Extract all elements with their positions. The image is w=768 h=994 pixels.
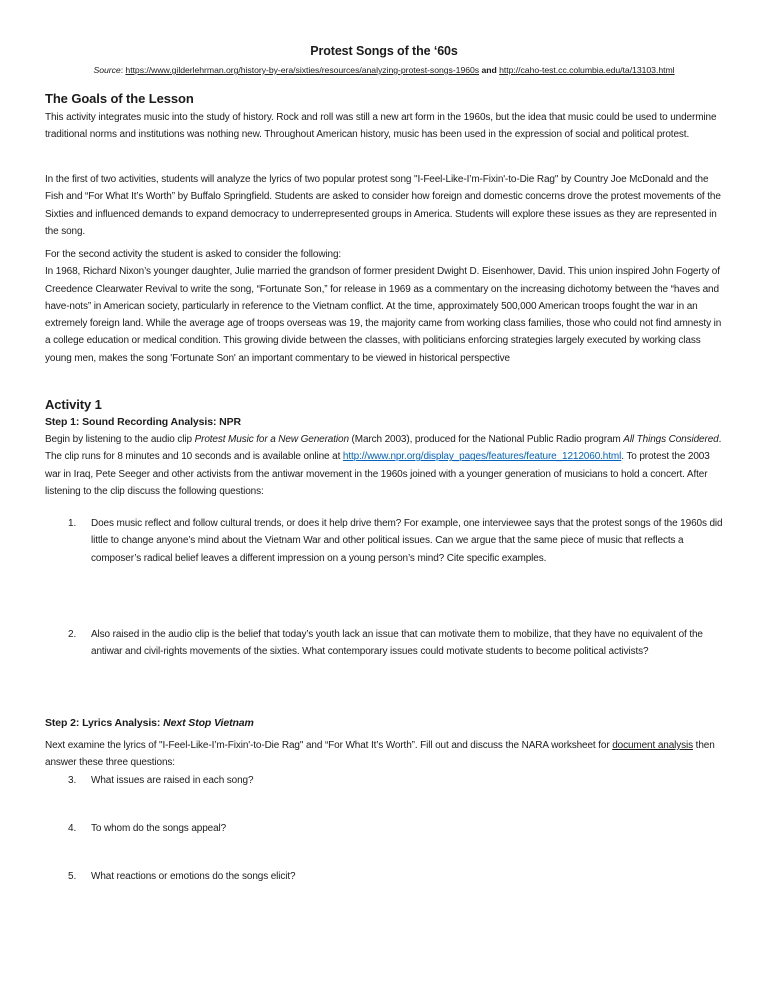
- goals-paragraph-3-body: In 1968, Richard Nixon’s younger daughter, Julie married the grandson of former president Dwight D. Eisenhower, David. This union inspired John Fogerty of Creedence Clearwater Revival to write the song, “Fortunate Son,” for release in 1969 as a commentary on the increasing dichotomy between the “haves and have-nots” in American society, particularly in reference to the Vietnam conflict. At the time, approximately 500,000 American troops fought the war in an extremely foreign land. While the average age of troops overseas was 19, the majority came from working class families, those who could not find amnesty in a college education or medical condition. This growing divide between the classes, with politicians enforcing strategies largely executed by working class young men, makes the song 'Fortunate Son' an important commentary to be viewed in historical perspective: [45, 266, 722, 364]
- step2-text-2: then answer these three questions:: [45, 740, 715, 769]
- question-2-number: 2.: [68, 629, 77, 640]
- source-conjunction: and: [479, 65, 500, 75]
- question-5-text: What reactions or emotions do the songs elicit?: [91, 871, 296, 882]
- goals-paragraph-1: This activity integrates music into the study of history. Rock and roll was still a new art form in the 1960s, but the idea that music could be used to undermine traditional norms and institutions was nothing new. Throughout American history, music has been used in the expression of social and political protest.: [45, 112, 717, 141]
- step2-heading-title: Next Stop Vietnam: [163, 717, 254, 729]
- step2-paragraph: [45, 737, 723, 772]
- question-5-number: 5.: [68, 871, 77, 882]
- question-1-text: Does music reflect and follow cultural trends, or does it help drive them? For example, one interviewee says that the protest songs of the 1960s did little to change anyone’s mind about the Vietnam War and other political issues. Can we argue that the same piece of music that reflects a composer’s radical belief leaves a different impression on a young person’s mind? Cite specific examples.: [91, 518, 723, 564]
- question-2: [68, 626, 723, 661]
- question-4: [68, 820, 723, 837]
- goals-paragraph-2: In the first of two activities, students will analyze the lyrics of two popular protest song "I-Feel-Like-I’m-Fixin'-to-Die Rag" by Country Joe McDonald and the Fish and “For What It’s Worth” by Buffalo Springfield. Students are asked to consider how foreign and domestic concerns drove the protest movements of the Sixties and influenced demands to expand democracy to underrepresented groups in America. Students will explore these issues as they are represented in the song.: [45, 174, 721, 237]
- question-5: [68, 868, 723, 885]
- step1-clip-title: Protest Music for a New Generation: [194, 434, 349, 445]
- source-label: Source: [93, 65, 121, 75]
- npr-audio-link[interactable]: http://www.npr.org/display_pages/features/feature_1212060.html: [342, 451, 622, 463]
- source-link-gilderlehrman[interactable]: https://www.gilderlehrman.org/history-by-era/sixties/resources/analyzing-protest-songs-1960s: [125, 65, 480, 75]
- document-analysis-link[interactable]: document analysis: [612, 740, 693, 751]
- question-3: [68, 772, 723, 789]
- step2-heading: [45, 717, 723, 729]
- goals-heading: The Goals of the Lesson: [45, 91, 194, 106]
- goals-paragraph-3: [45, 246, 723, 367]
- step1-text-3: . The clip runs for 8 minutes and 10 seconds and is available online at: [45, 434, 722, 463]
- step1-heading: Step 1: Sound Recording Analysis: NPR: [45, 416, 242, 428]
- step1-text-4: . To protest the 2003 war in Iraq, Pete Seeger and other activists from the antiwar movement in the 1960s joined with a younger generation of musicians to hold a concert. After listening to the clip discuss the following questions:: [45, 451, 710, 497]
- source-colon: :: [120, 65, 126, 75]
- question-4-number: 4.: [68, 823, 77, 834]
- question-3-text: What issues are raised in each song?: [91, 775, 254, 786]
- question-2-text: Also raised in the audio clip is the belief that today’s youth lack an issue that can motivate them to mobilize, that they have no equivalent of the antiwar and civil-rights movements of the sixties. What contemporary issues could motivate students to become political activists?: [91, 629, 703, 658]
- step1-text-2: (March 2003), produced for the National Public Radio program: [348, 434, 624, 445]
- question-1: [68, 515, 723, 567]
- step1-program-title: All Things Considered: [623, 434, 719, 445]
- step2-text-1: Next examine the lyrics of "I-Feel-Like-I’m-Fixin'-to-Die Rag" and “For What It’s Worth”. Fill out and discuss the NARA worksheet for: [45, 740, 613, 751]
- question-4-text: To whom do the songs appeal?: [91, 823, 227, 834]
- page-title: Protest Songs of the ‘60s: [310, 44, 458, 58]
- goals-paragraph-3-intro: For the second activity the student is asked to consider the following:: [45, 249, 342, 260]
- step1-text-1: Begin by listening to the audio clip: [45, 434, 195, 445]
- step2-heading-prefix: Step 2: Lyrics Analysis:: [45, 717, 164, 729]
- question-3-number: 3.: [68, 775, 77, 786]
- activity1-heading: Activity 1: [45, 397, 102, 412]
- question-1-number: 1.: [68, 518, 77, 529]
- step1-paragraph: [45, 431, 723, 500]
- source-line: [0, 65, 768, 76]
- source-link-columbia[interactable]: http://caho-test.cc.columbia.edu/ta/13103.html: [499, 65, 675, 75]
